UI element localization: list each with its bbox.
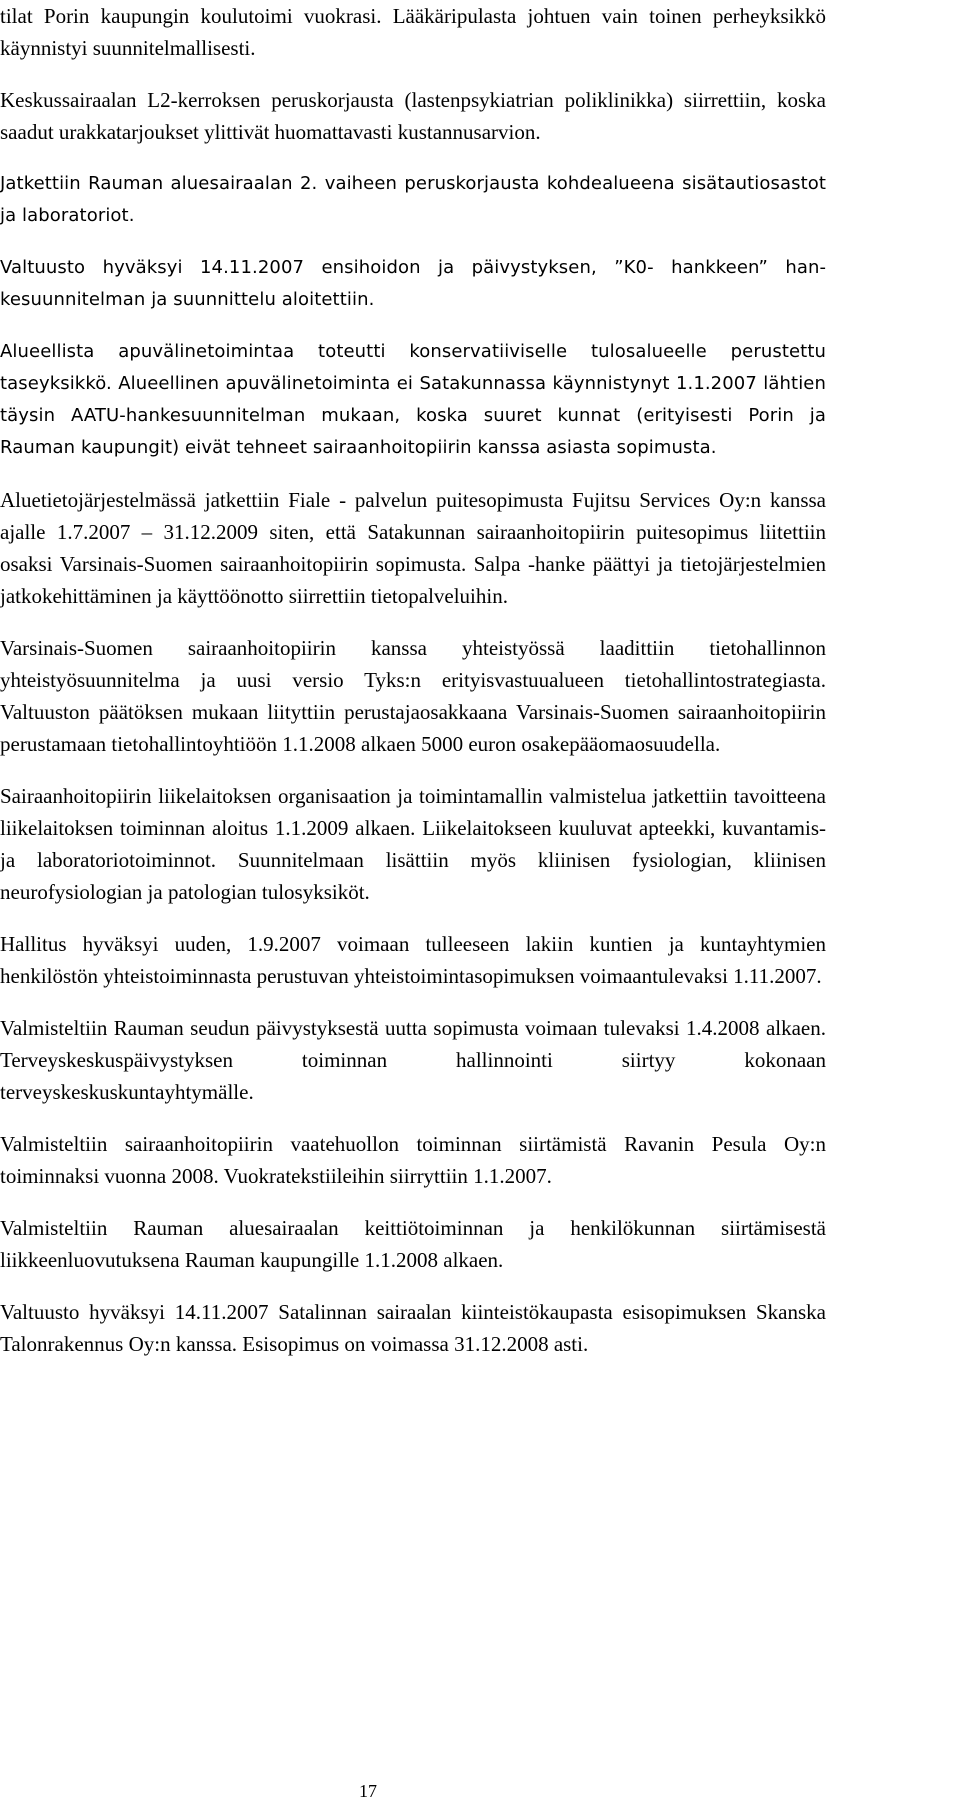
paragraph: tilat Porin kaupungin koulutoimi vuokrasi. Lääkäripulasta johtuen vain toinen perheyksikkö käynnistyi suunnitelmallisesti. (0, 4, 826, 60)
paragraph: Valtuusto hyväksyi 14.11.2007 ensihoidon ja päivystyksen, ”K0- hankkeen” hankesuunnitelman ja suunnittelu aloitettiin. (0, 257, 826, 310)
paragraph: Sairaanhoitopiirin liikelaitoksen organisaation ja toimintamallin valmistelua jatkettiin tavoitteena liikelaitoksen toiminnan aloitus 1.1.2009 alkaen. Liikelaitokseen kuuluvat apteekki, kuvantamis- ja laboratoriotoiminnot. Suunnitelmaan lisättiin myös kliinisen fysiologian, kliinisen neurofysiologian ja patologian tulosyksiköt. (0, 784, 826, 904)
paragraph: Valmisteltiin sairaanhoitopiirin vaatehuollon toiminnan siirtämistä Ravanin Pesula Oy:n toiminnaksi vuonna 2008. Vuokratekstiileihin siirryttiin 1.1.2007. (0, 1132, 826, 1188)
paragraph: Valmisteltiin Rauman seudun päivystyksestä uutta sopimusta voimaan tulevaksi 1.4.2008 alkaen. Terveyskeskuspäivystyksen toiminnan hallinnointi siirtyy kokonaan terveyskeskuskuntayhtymälle. (0, 1016, 826, 1104)
paragraph: Alueellista apuvälinetoimintaa toteutti konservatiiviselle tulosalueelle perustettu taseyksikkö. Alueellinen apuvälinetoiminta ei Satakunnassa käynnistynyt 1.1.2007 lähtien täysin AATU-hankesuunnitelman mukaan, koska suuret kunnat (erityisesti Porin ja Rauman kaupungit) eivät tehneet sairaanhoitopiirin kanssa asiasta sopimusta. (0, 341, 826, 458)
paragraph: Valmisteltiin Rauman aluesairaalan keittiötoiminnan ja henkilökunnan siirtämisestä liikkeenluovutuksena Rauman kaupungille 1.1.2008 alkaen. (0, 1216, 826, 1272)
paragraph: Varsinais-Suomen sairaanhoitopiirin kanssa yhteistyössä laadittiin tietohallinnon yhteistyösuunnitelma ja uusi versio Tyks:n erityisvastuualueen tietohallintostrategiasta. Valtuuston päätöksen mukaan liityttiin perustajaosakkaana Varsinais-Suomen sairaanhoitopiirin perustamaan tietohallintoyhtiöön 1.1.2008 alkaen 5000 euron osakepääomaosuudella. (0, 636, 826, 756)
paragraph: Valtuusto hyväksyi 14.11.2007 Satalinnan sairaalan kiinteistökaupasta esisopimuksen Skanska Talonrakennus Oy:n kanssa. Esisopimus on voimassa 31.12.2008 asti. (0, 1300, 826, 1356)
paragraph: Keskussairaalan L2-kerroksen peruskorjausta (lastenpsykiatrian poliklinikka) siirrettiin, koska saadut urakkatarjoukset ylittivät huomattavasti kustannusarvion. (0, 88, 826, 144)
paragraph: Aluetietojärjestelmässä jatkettiin Fiale - palvelun puitesopimusta Fujitsu Services Oy:n kanssa ajalle 1.7.2007 – 31.12.2009 siten, että Satakunnan sairaanhoitopiirin puitesopimus liitettiin osaksi Varsinais-Suomen sairaanhoitopiirin sopimusta. Salpa -hanke päättyi ja tietojärjestelmien jatkokehittäminen ja käyttöönotto siirrettiin tietopalveluihin. (0, 488, 826, 608)
paragraph: Hallitus hyväksyi uuden, 1.9.2007 voimaan tulleeseen lakiin kuntien ja kuntayhtymien henkilöstön yhteistoiminnasta perustuvan yhteistoimintasopimuksen voimaantulevaksi 1.11.2007. (0, 932, 826, 988)
paragraph: Jatkettiin Rauman aluesairaalan 2. vaiheen peruskorjausta kohdealueena sisätautiosastot ja laboratoriot. (0, 173, 826, 226)
page-number: 17 (359, 1781, 377, 1801)
